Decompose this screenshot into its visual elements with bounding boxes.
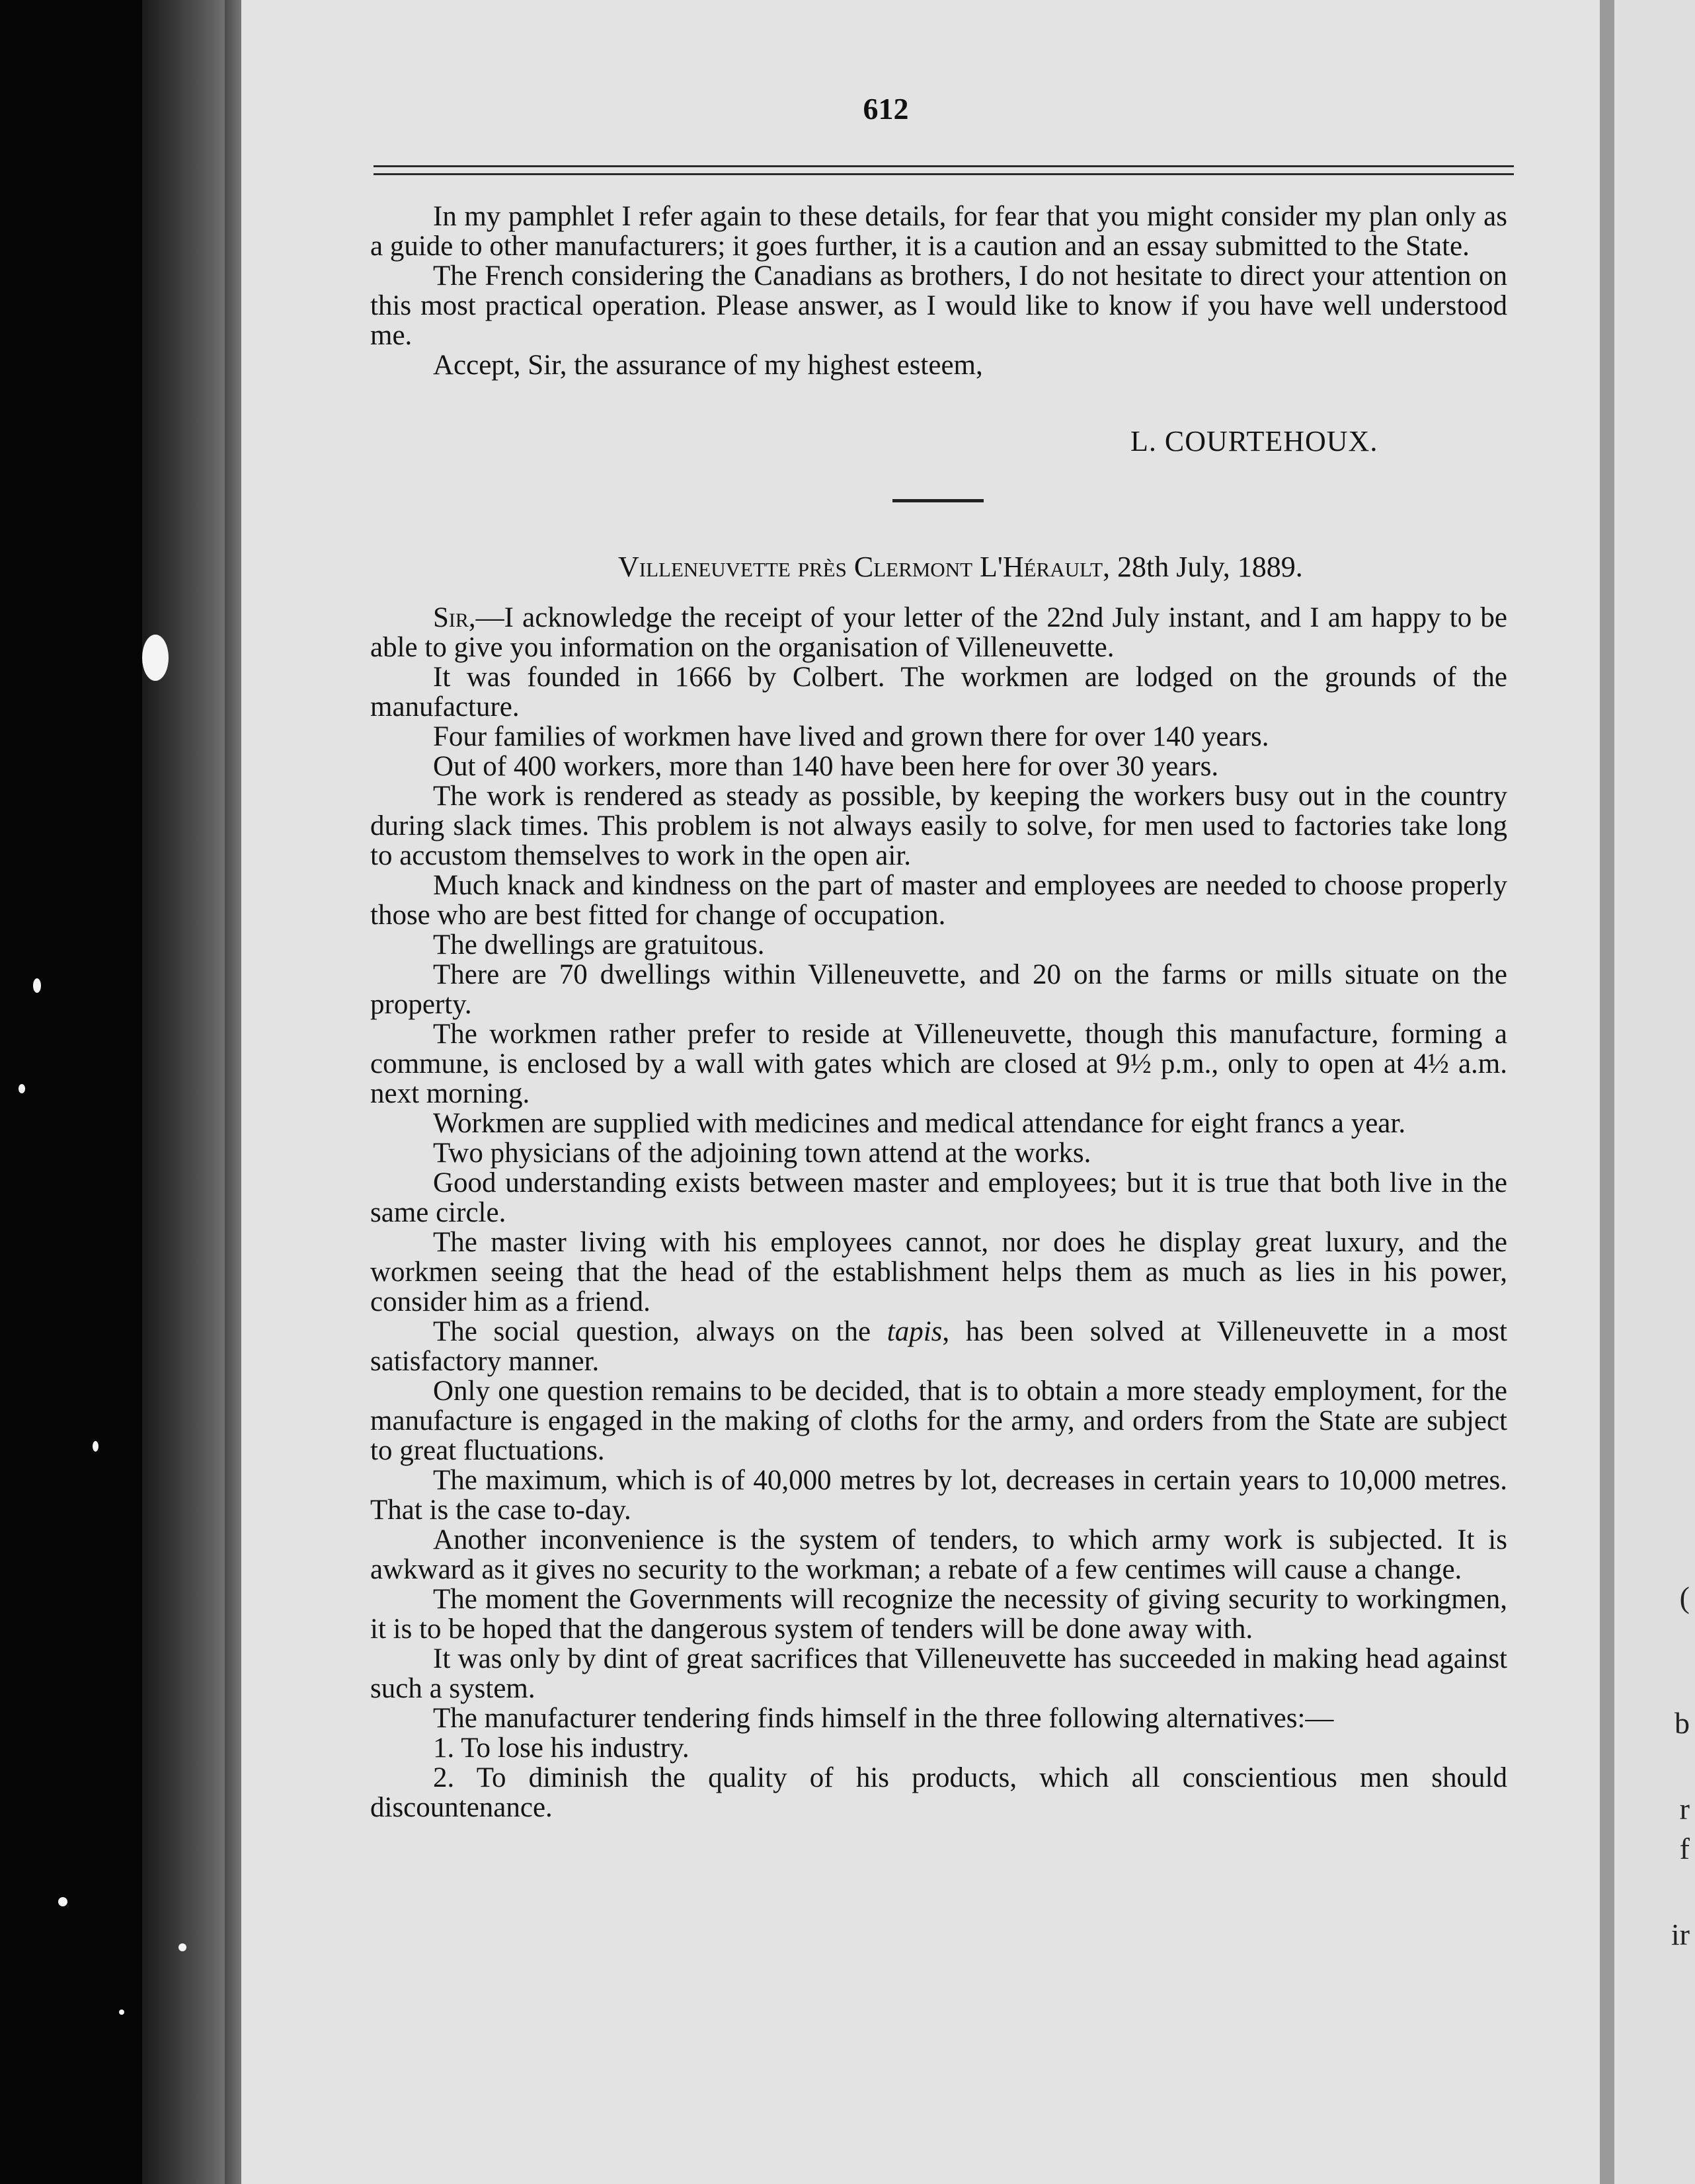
paragraph: The master living with his employees cannot, nor does he display great luxury, and the workmen seeing that the head of the establishment helps them as much as lies in his power, consider him as a friend. xyxy=(370,1227,1507,1317)
scan-speck xyxy=(93,1441,99,1452)
dateline-date: 28th July, 1889. xyxy=(1117,551,1303,583)
paragraph: There are 70 dwellings within Villeneuvette, and 20 on the farms or mills situate on the property. xyxy=(370,959,1507,1020)
letter-one-body xyxy=(370,202,1507,380)
scan-speck xyxy=(119,2009,124,2015)
paragraph: It was founded in 1666 by Colbert. The workmen are lodged on the grounds of the manufacture. xyxy=(370,662,1507,722)
scan-speck xyxy=(178,1943,186,1951)
paragraph: In my pamphlet I refer again to these details, for fear that you might consider my plan only as a guide to other manufacturers; it goes further, it is a caution and an essay submitted to the State. xyxy=(370,201,1507,262)
paragraph xyxy=(370,603,1507,662)
italic-word: tapis xyxy=(887,1316,943,1347)
page-number: 612 xyxy=(863,92,909,126)
paragraph: The workmen rather prefer to reside at Villeneuvette, though this manufacture, forming a commune, is enclosed by a wall with gates which are closed at 9½ p.m., only to open at 4½ a.m. next morning. xyxy=(370,1019,1507,1109)
adjacent-page-fragment: b xyxy=(1675,1706,1690,1740)
list-item: 1. To lose his industry. xyxy=(433,1733,690,1764)
closing-line: Accept, Sir, the assurance of my highest esteem, xyxy=(433,350,983,381)
scan-speck xyxy=(142,635,169,681)
paragraph: The French considering the Canadians as brothers, I do not hesitate to direct your attention on this most practical operation. Please answer, as I would like to know if you have well understood me. xyxy=(370,260,1507,351)
page-gutter xyxy=(1600,0,1614,2184)
paragraph: The work is rendered as steady as possible, by keeping the workers busy out in the country during slack times. This problem is not always easily to solve, for men used to factories take long to accustom themselves to work in the open air. xyxy=(370,781,1507,871)
paragraph: Out of 400 workers, more than 140 have been here for over 30 years. xyxy=(433,751,1219,782)
paragraph: The moment the Governments will recognize the necessity of giving security to workingmen, it is to be hoped that the dangerous system of tenders will be done away with. xyxy=(370,1584,1507,1645)
paragraph: It was only by dint of great sacrifices that Villeneuvette has succeeded in making head against such a system. xyxy=(370,1643,1507,1704)
paragraph: Good understanding exists between master and employees; but it is true that both live in the same circle. xyxy=(370,1167,1507,1228)
list-item: 2. To diminish the quality of his products, which all conscientious men should discountenance. xyxy=(370,1762,1507,1823)
scan-speck xyxy=(33,978,41,993)
adjacent-page-fragment: ir xyxy=(1671,1918,1690,1951)
paragraph: The dwellings are gratuitous. xyxy=(433,929,765,960)
paragraph: Two physicians of the adjoining town attend at the works. xyxy=(433,1138,1091,1169)
paragraph: The maximum, which is of 40,000 metres by lot, decreases in certain years to 10,000 metres. That is the case to-day. xyxy=(370,1465,1507,1526)
paragraph: The manufacturer tendering finds himself in the three following alternatives:— xyxy=(433,1703,1334,1734)
signature: L. COURTEHOUX. xyxy=(1130,425,1378,457)
dateline-place: Villeneuvette près Clermont L'Hérault, xyxy=(618,551,1111,583)
section-divider xyxy=(892,499,984,502)
adjacent-page-edge xyxy=(1614,0,1695,2184)
adjacent-page-fragment: f xyxy=(1679,1832,1690,1865)
paragraph xyxy=(370,1317,1507,1376)
paragraph: Another inconvenience is the system of tenders, to which army work is subjected. It is awkward as it gives no security to the workman; a rebate of a few centimes will cause a change. xyxy=(370,1524,1507,1585)
paragraph-text: —I acknowledge the receipt of your letter of the 22nd July instant, and I am happy to be able to give you information on the organisation of Villeneuvette. xyxy=(370,602,1507,663)
dateline xyxy=(618,550,1303,584)
adjacent-page-fragment: ( xyxy=(1679,1580,1690,1614)
adjacent-page-fragment: r xyxy=(1679,1792,1690,1826)
paragraph: Much knack and kindness on the part of master and employees are needed to choose properly those who are best fitted for change of occupation. xyxy=(370,870,1507,931)
letter-two-body xyxy=(370,603,1507,1822)
header-rule xyxy=(374,165,1514,167)
paragraph-text: , has been solved at Villeneuvette in a most satisfactory manner. xyxy=(370,1316,1507,1377)
header-rule xyxy=(374,173,1514,175)
scan-speck xyxy=(19,1084,25,1093)
paragraph-text: The social question, always on the xyxy=(433,1316,887,1347)
paragraph: Workmen are supplied with medicines and medical attendance for eight francs a year. xyxy=(433,1108,1406,1139)
scan-speck xyxy=(58,1897,67,1906)
paragraph: Only one question remains to be decided, that is to obtain a more steady employment, for the manufacture is engaged in the making of cloths for the army, and orders from the State are subject to great fluctuations. xyxy=(370,1376,1507,1466)
salutation: Sir, xyxy=(433,602,476,633)
paragraph: Four families of workmen have lived and grown there for over 140 years. xyxy=(433,721,1269,752)
